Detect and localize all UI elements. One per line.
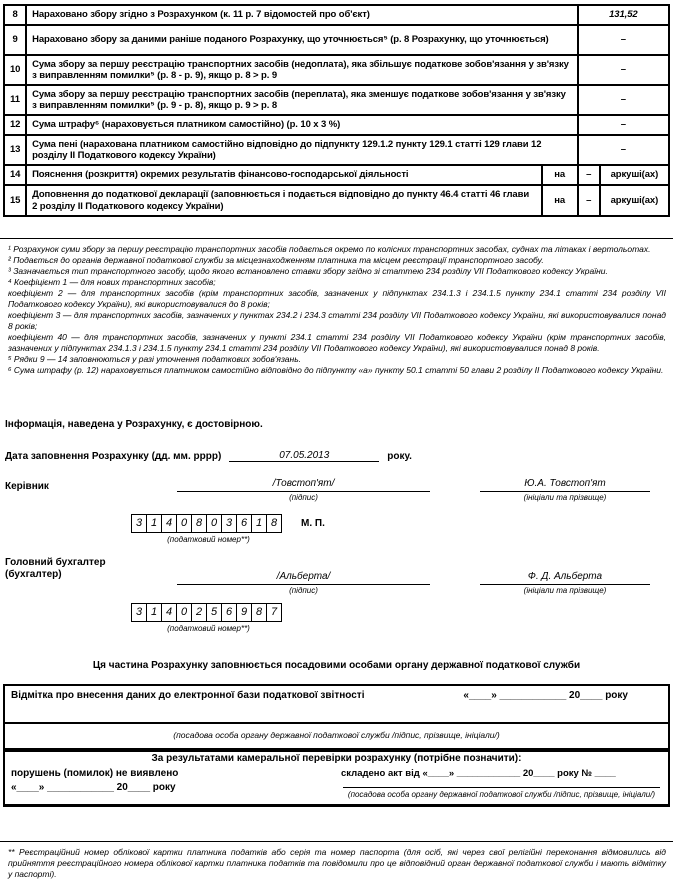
row-value[interactable]: – — [578, 25, 669, 55]
act-option[interactable] — [341, 768, 662, 800]
entry-mark-row — [5, 686, 668, 724]
row-number: 15 — [4, 185, 26, 216]
row-value[interactable]: 131,52 — [578, 5, 669, 25]
footnote-6: ⁶ Сума штрафу (р. 12) нараховується платником самостійно відповідно до підпункту «а» пункту 50.1 статті 50 глави 2 розділу II Податкового кодексу України. — [8, 365, 664, 375]
director-signature-caption: (підпис) — [289, 493, 318, 502]
footnote-2: ² Подається до органів державної податкової служби за місцезнаходженням платника та місцем реєстрації транспортного засобу. — [8, 255, 544, 265]
tax-digit-cell: 6 — [236, 514, 252, 533]
footnote-separator — [0, 238, 673, 239]
row-description: Сума штрафу⁶ (нараховується платником самостійно) (р. 10 х 3 %) — [26, 115, 578, 135]
tax-digit-cell: 8 — [191, 514, 207, 533]
director-tax-number[interactable] — [131, 514, 281, 533]
tax-digit-cell: 2 — [191, 603, 207, 622]
row-description: Сума збору за першу реєстрацію транспортних засобів (недоплата), яка збільшує податкове зобов'язання у зв'язку з виправленням помилки⁵ (р. 8 - р. 9), якщо р. 8 > р. 9 — [26, 55, 578, 85]
row-value[interactable]: – — [578, 85, 669, 115]
accountant-tax-number[interactable] — [131, 603, 281, 622]
tax-digit-cell: 0 — [176, 603, 192, 622]
row-number: 11 — [4, 85, 26, 115]
audit-box — [3, 748, 670, 807]
row-description: Сума збору за першу реєстрацію транспортних засобів (переплата), яка зменшує податкове зобов'язання у зв'язку з виправленням помилки⁵ (р. 9 - р. 8), якщо р. 9 > р. 8 — [26, 85, 578, 115]
director-signature[interactable]: /Товстоп'ят/ — [177, 478, 430, 492]
row-sheets-label: аркуші(ах) — [600, 185, 669, 216]
footnote-4: ⁴ Коефіцієнт 1 — для нових транспортних засобів; — [8, 277, 216, 287]
row-number: 9 — [4, 25, 26, 55]
tax-digit-cell: 3 — [221, 514, 237, 533]
row-value[interactable]: – — [578, 135, 669, 165]
tax-digit-cell: 0 — [176, 514, 192, 533]
row-number: 13 — [4, 135, 26, 165]
tax-digit-cell: 1 — [146, 514, 162, 533]
row-description: Нараховано збору згідно з Розрахунком (к. 11 р. 7 відомостей про об'єкт) — [26, 5, 578, 25]
tax-digit-cell: 4 — [161, 603, 177, 622]
accountant-name-block — [480, 571, 650, 595]
tax-digit-cell: 1 — [146, 603, 162, 622]
table-row-9 — [4, 25, 669, 55]
tax-digit-cell: 6 — [221, 603, 237, 622]
fill-date-suffix: року. — [387, 451, 412, 462]
tax-digit-cell: 1 — [251, 514, 267, 533]
table-row-11 — [4, 85, 669, 115]
table-row-15 — [4, 185, 669, 216]
director-name-caption: (ініціали та прізвище) — [523, 493, 607, 502]
accountant-name[interactable]: Ф. Д. Альберта — [480, 571, 650, 585]
footnote-4-coef40: коефіцієнт 40 — для транспортних засобів, зазначених у пункті 234.1 статті 234 розділу VII Податкового кодексу України (крім транспортних засобів, зазначених у підпунктах 234.1.3 і 234.1.5 пункту 234.1 статті 234 розділу VII Податкового кодексу України), які використовувалися понад 8 років. — [8, 332, 666, 353]
footnote-4-coef2: коефіцієнт 2 — для транспортних засобів (крім транспортних засобів, зазначених у підпунктах 234.1.3 і 234.1.5 пункту 234.1 статті 234 розділу VII Податкового кодексу України), які використовувалися до 8 років; — [8, 288, 666, 309]
row-sheets-label: аркуші(ах) — [600, 165, 669, 185]
accountant-label-line1: Головний бухгалтер — [5, 557, 106, 568]
table-row-8 — [4, 5, 669, 25]
tax-digit-cell: 9 — [236, 603, 252, 622]
director-name-block — [480, 478, 650, 502]
info-statement: Інформація, наведена у Розрахунку, є достовірною. — [5, 419, 263, 430]
accountant-signature[interactable]: /Альберта/ — [177, 571, 430, 585]
tax-digit-cell: 5 — [206, 603, 222, 622]
footnote-1: ¹ Розрахунок суми збору за першу реєстрацію транспортних засобів подається окремо по колісних транспортних засобах, суднах та літаках і вертольотах. — [8, 244, 651, 254]
footnote-4-coef3: коефіцієнт 3 — для транспортних засобів, зазначених у пунктах 234.2 і 234.3 статті 234 розділу VII Податкового кодексу України, які використовувалися понад 8 років; — [8, 310, 666, 331]
no-violations-date-blank[interactable]: «____» ____________ 20____ року — [11, 782, 176, 793]
row-sheet-count[interactable]: – — [578, 185, 600, 216]
table-row-13 — [4, 135, 669, 165]
act-label: складено акт від «____» ____________ 20____ року № ____ — [341, 768, 616, 779]
row-description: Сума пені (нарахована платником самостійно відповідно до підпункту 129.1.2 пункту 129.1 статті 129 глави 12 розділу II Податкового кодексу України) — [26, 135, 578, 165]
row-sheet-count[interactable]: – — [578, 165, 600, 185]
entry-mark-label: Відмітка про внесення даних до електронної бази податкової звітності — [11, 690, 365, 701]
tax-digit-cell: 8 — [266, 514, 282, 533]
fill-date-value[interactable]: 07.05.2013 — [229, 450, 379, 462]
accountant-signature-block — [177, 571, 430, 595]
director-name[interactable]: Ю.А. Товстоп'ят — [480, 478, 650, 492]
row-description: Пояснення (розкриття) окремих результатів фінансово-господарської діяльності — [26, 165, 542, 185]
audit-columns — [5, 766, 668, 804]
act-signature-line[interactable] — [343, 779, 660, 788]
accountant-signature-caption: (підпис) — [289, 586, 318, 595]
accountant-tax-caption: (податковий номер**) — [167, 624, 250, 633]
no-violations-option[interactable] — [11, 768, 341, 800]
row-number: 8 — [4, 5, 26, 25]
row-na-label: на — [542, 185, 578, 216]
director-signature-block — [177, 478, 430, 502]
fill-date-row — [5, 450, 412, 462]
director-label: Керівник — [5, 481, 49, 492]
director-tax-caption: (податковий номер**) — [167, 535, 250, 544]
audit-title: За результатами камеральної перевірки розрахунку (потрібне позначити): — [151, 753, 522, 764]
table-row-10 — [4, 55, 669, 85]
act-caption: (посадова особа органу державної податкової служби /підпис, прізвище, ініціали/) — [347, 790, 656, 799]
entry-mark-box — [3, 684, 670, 752]
entry-mark-caption: (посадова особа органу державної податкової служби /підпис, прізвище, ініціали/) — [173, 730, 500, 740]
row-description: Доповнення до податкової декларації (заповнюється і подається відповідно до пункту 46.4 статті 46 глави 2 розділу II Податкового кодексу України) — [26, 185, 542, 216]
row-number: 14 — [4, 165, 26, 185]
table-row-14 — [4, 165, 669, 185]
officials-section-title: Ця частина Розрахунку заповнюється посадовими особами органу державної податкової служби — [92, 660, 581, 671]
footnote-5: ⁵ Рядки 9 — 14 заповнюються у разі уточнення податкових зобов'язань. — [8, 354, 302, 364]
tax-digit-cell: 3 — [131, 603, 147, 622]
entry-mark-date-blank[interactable]: «____» ____________ 20____ року — [463, 690, 628, 701]
row-number: 10 — [4, 55, 26, 85]
tax-digit-cell: 3 — [131, 514, 147, 533]
accountant-label — [5, 557, 106, 581]
calc-table — [3, 4, 670, 217]
stamp-place-label: М. П. — [301, 518, 325, 529]
tax-digit-cell: 8 — [251, 603, 267, 622]
bottom-note: ** Реєстраційний номер облікової картки платника податків або серія та номер паспорта (для осіб, які через свої релігійні переконання відмовились від прийняття реєстраційного номера облікової картки платника податків та повідомили про це відповідний орган державної податкової служби і мають відмітку у паспорті). — [8, 847, 666, 879]
accountant-tax-number-row — [131, 603, 281, 622]
footnotes — [8, 244, 666, 376]
fill-date-label: Дата заповнення Розрахунку (дд. мм. рррр) — [5, 451, 222, 462]
row-description: Нараховано збору за даними раніше поданого Розрахунку, що уточнюється⁵ (р. 8 Розрахунку, що уточнюється) — [26, 25, 578, 55]
tax-digit-cell: 0 — [206, 514, 222, 533]
bottom-note-separator — [0, 841, 673, 842]
footnote-3: ³ Зазначається тип транспортного засобу, щодо якого встановлено ставки збору згідно зі статтею 234 розділу VII Податкового кодексу України. — [8, 266, 608, 276]
row-value[interactable]: – — [578, 115, 669, 135]
row-value[interactable]: – — [578, 55, 669, 85]
tax-digit-cell: 7 — [266, 603, 282, 622]
no-violations-label: порушень (помилок) не виявлено — [11, 768, 179, 779]
row-number: 12 — [4, 115, 26, 135]
table-row-12 — [4, 115, 669, 135]
director-tax-number-row — [131, 514, 325, 533]
accountant-label-line2: (бухгалтер) — [5, 569, 62, 580]
accountant-name-caption: (ініціали та прізвище) — [523, 586, 607, 595]
tax-digit-cell: 4 — [161, 514, 177, 533]
row-na-label: на — [542, 165, 578, 185]
